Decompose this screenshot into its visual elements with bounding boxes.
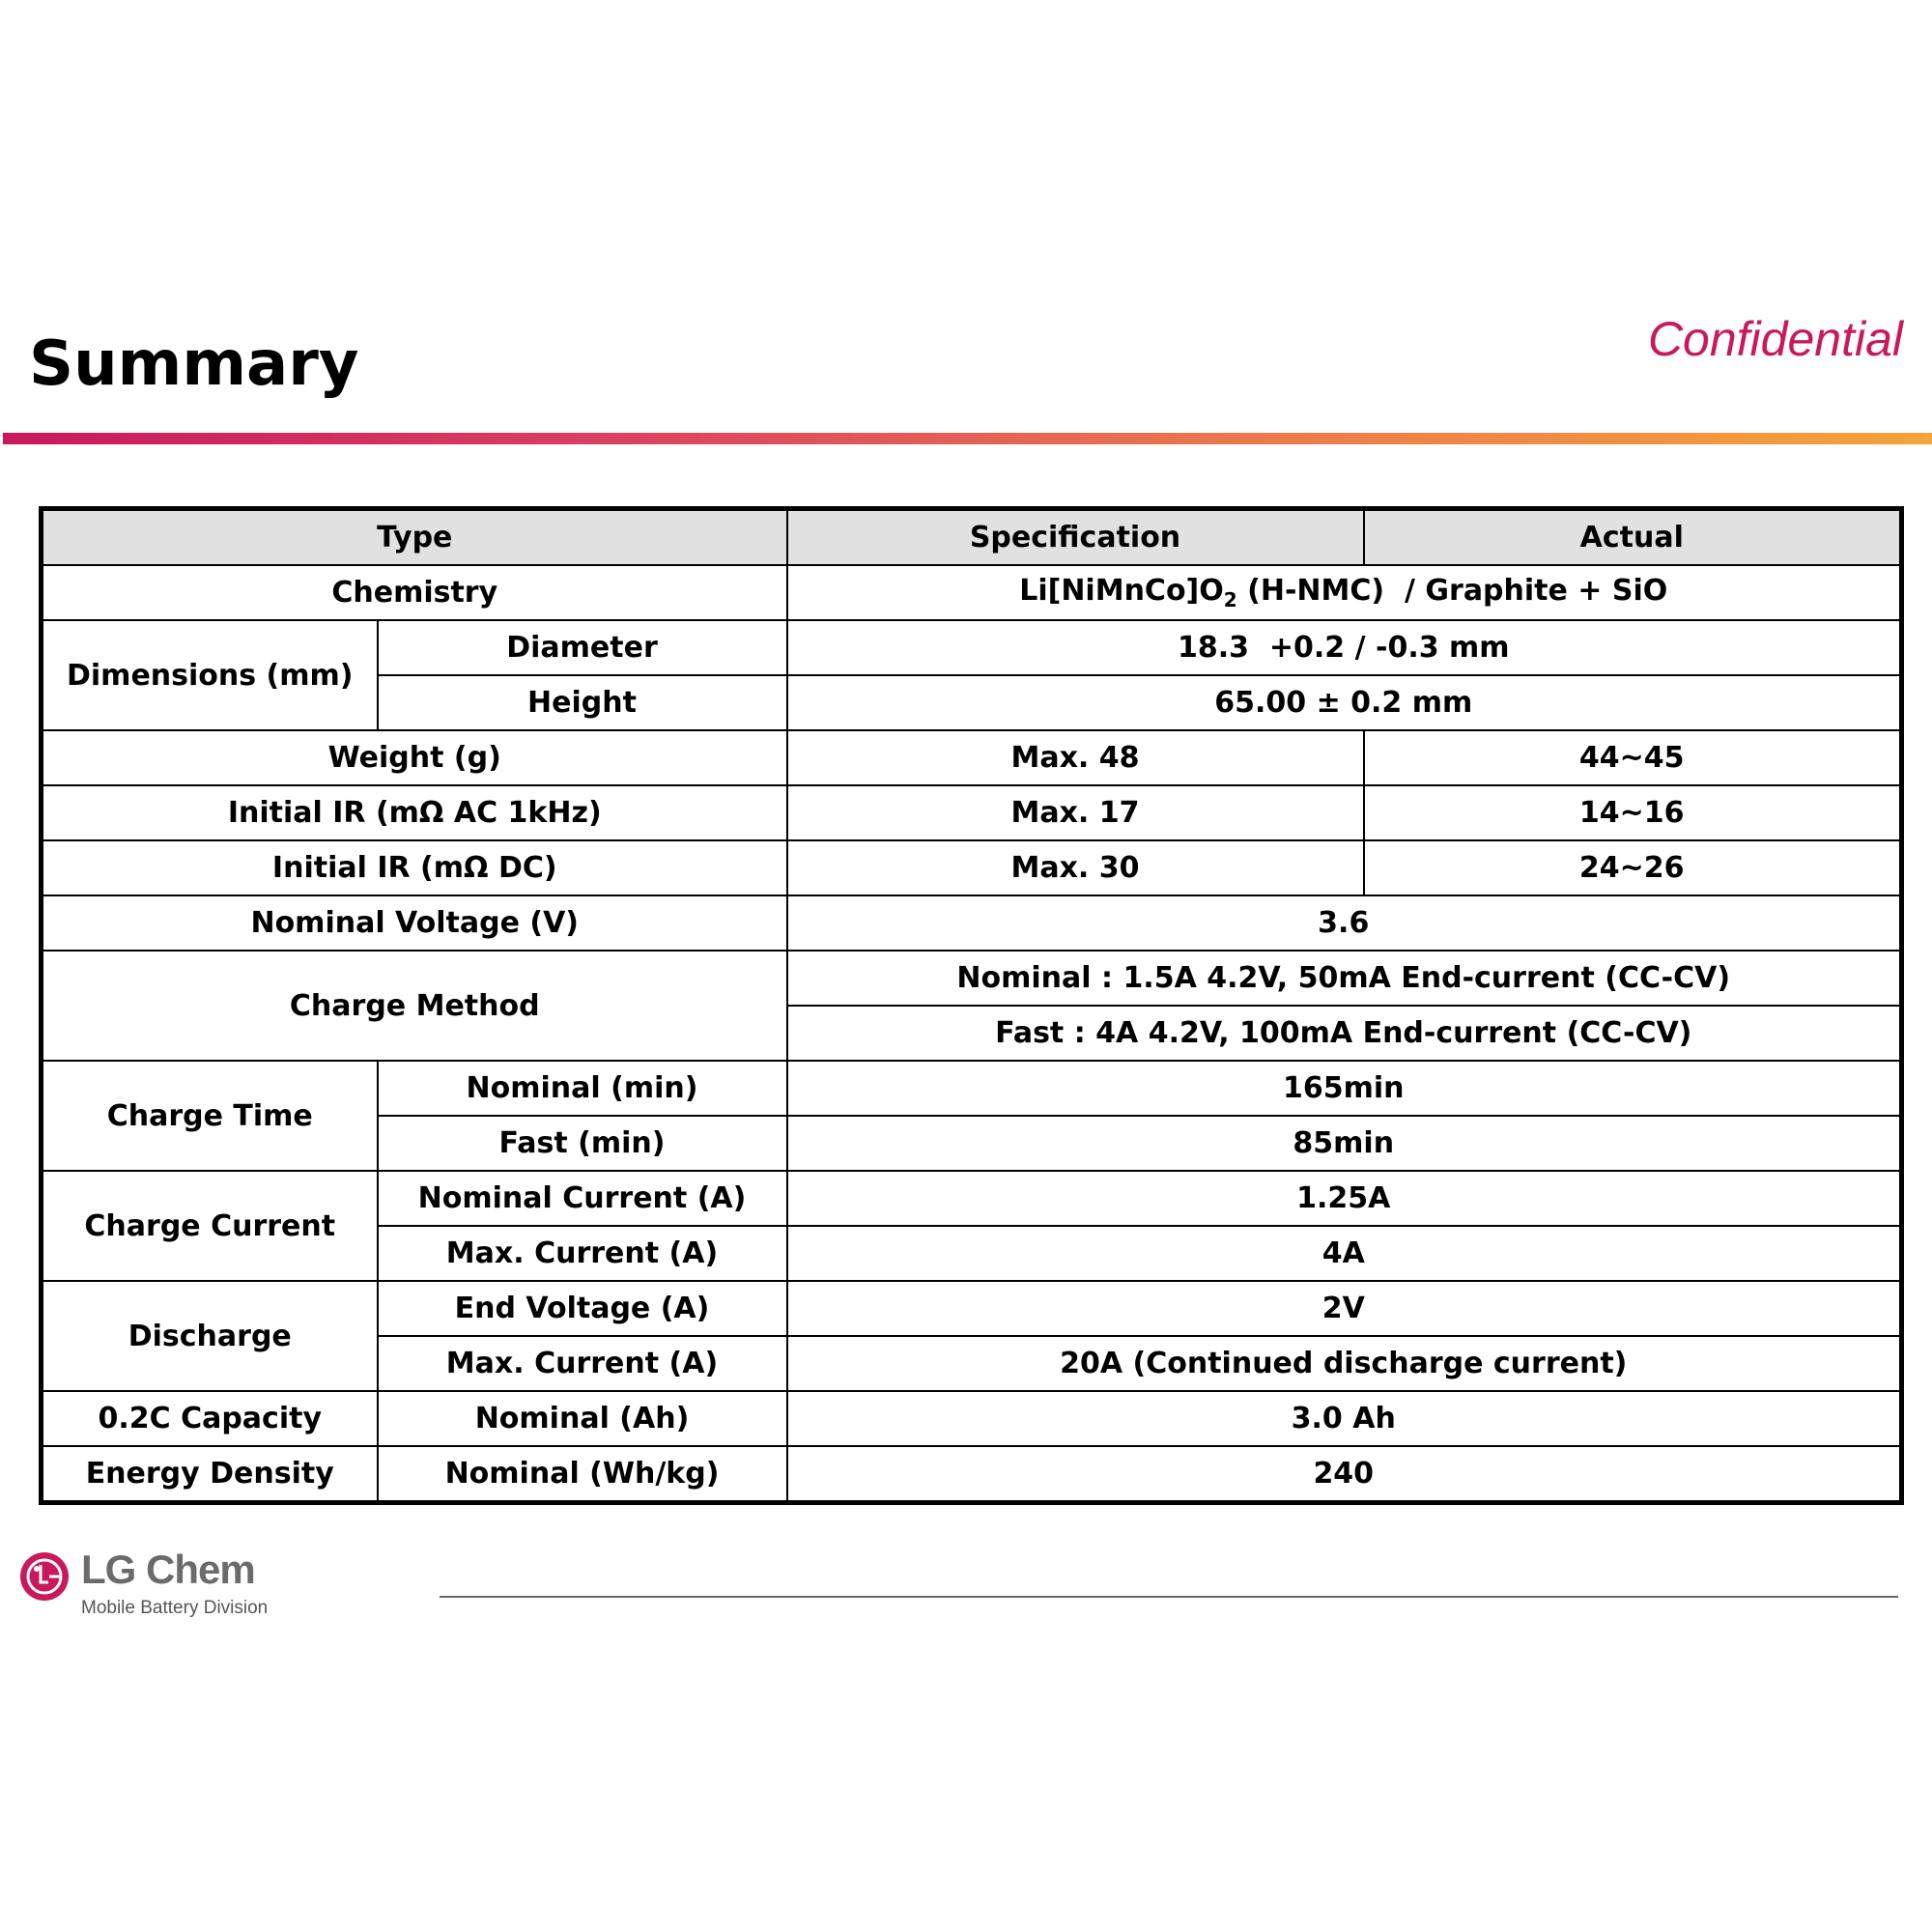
table-row <box>42 565 1902 620</box>
charge-current-label: Charge Current <box>42 1171 378 1281</box>
discharge-label: Discharge <box>42 1281 378 1391</box>
charge-time-fast-label: Fast (min) <box>378 1116 787 1171</box>
discharge-max-label: Max. Current (A) <box>378 1336 787 1391</box>
height-value: 65.00 ± 0.2 mm <box>787 675 1902 730</box>
table-row <box>42 1446 1902 1503</box>
discharge-end-voltage-label: End Voltage (A) <box>378 1281 787 1336</box>
ir-ac-spec: Max. 17 <box>787 785 1364 840</box>
diameter-label: Diameter <box>378 620 787 675</box>
header-gradient-divider <box>3 433 1932 444</box>
nominal-voltage-label: Nominal Voltage (V) <box>42 895 787 951</box>
lg-chem-logo <box>19 1549 268 1619</box>
table-row <box>42 1061 1902 1116</box>
table-row <box>42 895 1902 951</box>
charge-time-nominal-value: 165min <box>787 1061 1902 1116</box>
height-label: Height <box>378 675 787 730</box>
header-type: Type <box>42 509 787 566</box>
ir-ac-label: Initial IR (mΩ AC 1kHz) <box>42 785 787 840</box>
table-row <box>42 620 1902 675</box>
confidential-label: Confidential <box>1647 312 1903 366</box>
ir-dc-label: Initial IR (mΩ DC) <box>42 840 787 895</box>
charge-time-fast-value: 85min <box>787 1116 1902 1171</box>
ir-dc-spec: Max. 30 <box>787 840 1364 895</box>
footer-divider <box>440 1596 1898 1598</box>
charge-current-nominal-value: 1.25A <box>787 1171 1902 1226</box>
table-row <box>42 951 1902 1006</box>
weight-label: Weight (g) <box>42 730 787 785</box>
charge-method-nominal: Nominal : 1.5A 4.2V, 50mA End-current (CC-CV) <box>787 951 1902 1006</box>
weight-actual: 44~45 <box>1364 730 1902 785</box>
energy-density-sub-label: Nominal (Wh/kg) <box>378 1446 787 1503</box>
page-title: Summary <box>29 328 359 400</box>
header-actual: Actual <box>1364 509 1902 566</box>
table-row <box>42 785 1902 840</box>
capacity-label: 0.2C Capacity <box>42 1391 378 1446</box>
charge-method-fast: Fast : 4A 4.2V, 100mA End-current (CC-CV) <box>787 1006 1902 1061</box>
charge-method-label: Charge Method <box>42 951 787 1061</box>
dimensions-label: Dimensions (mm) <box>42 620 378 730</box>
table-header-row <box>42 509 1902 566</box>
discharge-end-voltage-value: 2V <box>787 1281 1902 1336</box>
chemistry-label: Chemistry <box>42 565 787 620</box>
charge-current-nominal-label: Nominal Current (A) <box>378 1171 787 1226</box>
header-specification: Specification <box>787 509 1364 566</box>
ir-dc-actual: 24~26 <box>1364 840 1902 895</box>
table-row <box>42 1391 1902 1446</box>
logo-name: LG Chem <box>81 1547 255 1592</box>
charge-current-max-label: Max. Current (A) <box>378 1226 787 1281</box>
table-row <box>42 840 1902 895</box>
charge-time-label: Charge Time <box>42 1061 378 1171</box>
discharge-max-value: 20A (Continued discharge current) <box>787 1336 1902 1391</box>
nominal-voltage-value: 3.6 <box>787 895 1902 951</box>
capacity-sub-label: Nominal (Ah) <box>378 1391 787 1446</box>
spec-table <box>39 506 1904 1505</box>
capacity-value: 3.0 Ah <box>787 1391 1902 1446</box>
charge-time-nominal-label: Nominal (min) <box>378 1061 787 1116</box>
charge-current-max-value: 4A <box>787 1226 1902 1281</box>
energy-density-value: 240 <box>787 1446 1902 1503</box>
weight-spec: Max. 48 <box>787 730 1364 785</box>
lg-logo-icon <box>19 1551 70 1602</box>
table-row <box>42 730 1902 785</box>
table-row <box>42 1171 1902 1226</box>
diameter-value: 18.3 +0.2 / -0.3 mm <box>787 620 1902 675</box>
chemistry-value: $Li[NiMnCo]O_2$ (H-NMC) / Graphite + SiO <box>787 565 1902 620</box>
table-row <box>42 1281 1902 1336</box>
logo-subtitle: Mobile Battery Division <box>81 1598 269 1618</box>
ir-ac-actual: 14~16 <box>1364 785 1902 840</box>
energy-density-label: Energy Density <box>42 1446 378 1503</box>
